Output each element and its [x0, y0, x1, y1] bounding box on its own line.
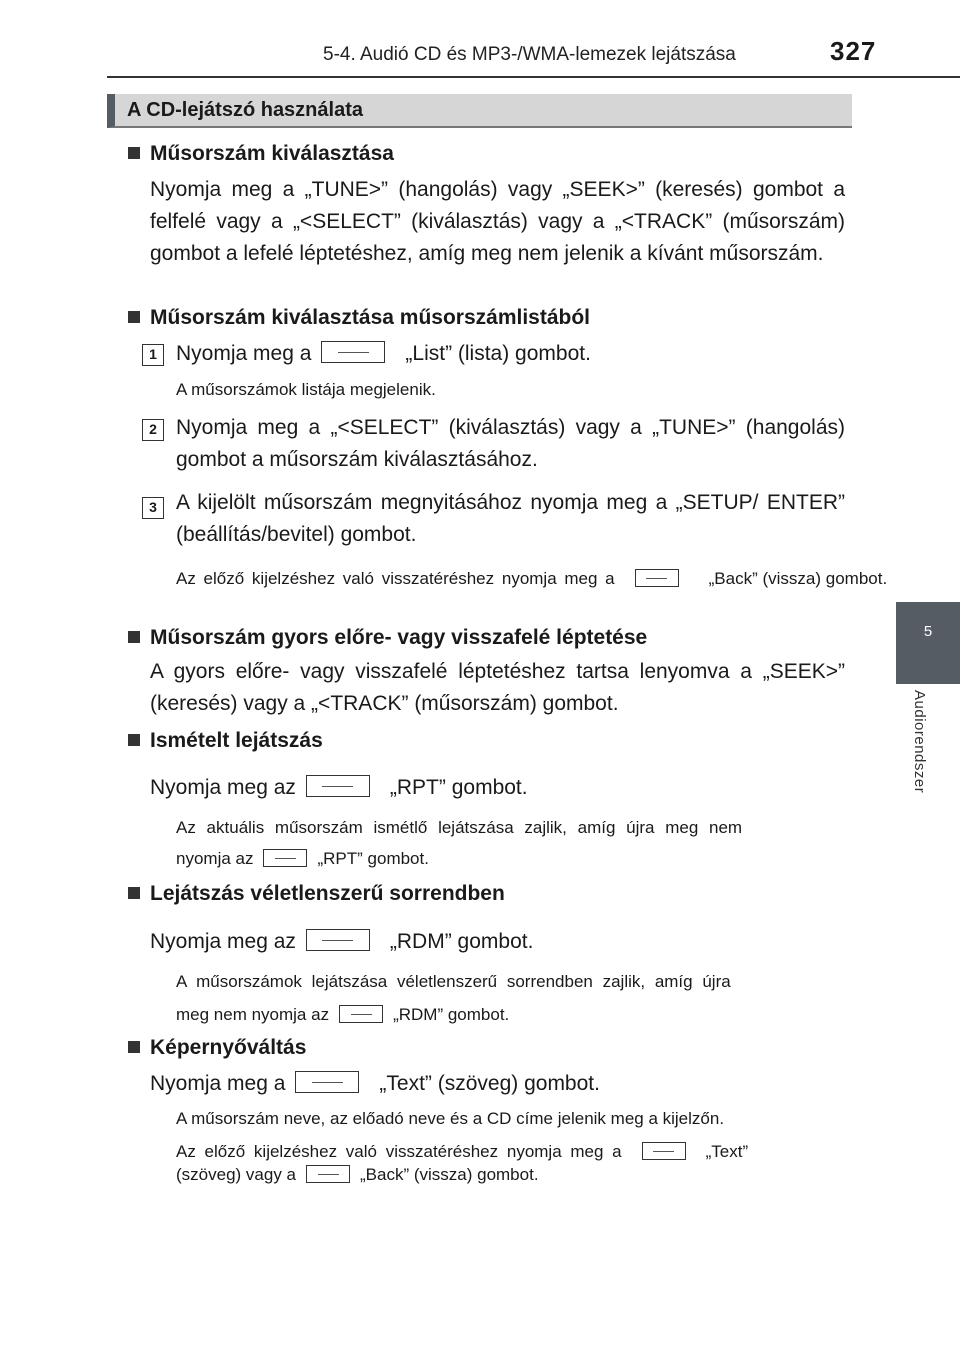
heading-random: Lejátszás véletlenszerű sorrendben [128, 882, 505, 906]
bullet-icon [128, 311, 140, 323]
step-3-note-line1: Az előző kijelzéshez való visszatéréshez nyomja meg a „Back” (vissza) gombot. [176, 569, 888, 588]
rpt-button-icon-small [263, 849, 307, 867]
bullet-icon [128, 631, 140, 643]
back-button-icon [635, 569, 679, 587]
screen-switch-note2-line2: (szöveg) vagy a „Back” (vissza) gombot. [176, 1165, 539, 1184]
text-button-icon [295, 1071, 359, 1093]
heading-track-select: Műsorszám kiválasztása [128, 142, 394, 166]
rpt-button-icon [306, 775, 370, 797]
heading-repeat: Ismételt lejátszás [128, 729, 323, 753]
back-button-icon-small [306, 1165, 350, 1183]
step-3-text: A kijelölt műsorszám megnyitásához nyomja meg a „SETUP/ ENTER” (beállítás/bevitel) gombot. [176, 491, 845, 546]
step-number-2: 2 [142, 419, 164, 441]
step-number-1: 1 [142, 344, 164, 366]
header-section-title: 5-4. Audió CD és MP3-/WMA-lemezek lejátszása [323, 44, 736, 65]
random-note-line2: meg nem nyomja az „RDM” gombot. [176, 1005, 510, 1024]
step-number-3: 3 [142, 497, 164, 519]
header-divider [107, 76, 960, 78]
step-1-text: Nyomja meg a „List” (lista) gombot. [176, 342, 591, 365]
screen-switch-instruction: Nyomja meg a „Text” (szöveg) gombot. [150, 1072, 600, 1095]
rdm-button-icon [306, 929, 370, 951]
heading-screen-switch: Képernyőváltás [128, 1036, 306, 1060]
heading-fast-seek: Műsorszám gyors előre- vagy visszafelé léptetése [128, 626, 647, 650]
random-note-line1: A műsorszámok lejátszása véletlenszerű sorrendben zajlik, amíg újra [176, 972, 731, 991]
rdm-button-icon-small [339, 1005, 383, 1023]
page-number: 327 [830, 36, 877, 66]
bullet-icon [128, 147, 140, 159]
screen-switch-note2-line1: Az előző kijelzéshez való visszatéréshez nyomja meg a „Text” [176, 1142, 749, 1161]
bullet-icon [128, 734, 140, 746]
random-instruction: Nyomja meg az „RDM” gombot. [150, 930, 534, 953]
repeat-note-line1: Az aktuális műsorszám ismétlő lejátszása zajlik, amíg újra meg nem [176, 818, 743, 837]
section-title: A CD-lejátszó használata [107, 94, 852, 128]
repeat-instruction: Nyomja meg az „RPT” gombot. [150, 776, 528, 799]
text-button-icon-small [642, 1142, 686, 1160]
screen-switch-note1: A műsorszám neve, az előadó neve és a CD címe jelenik meg a kijelzőn. [176, 1109, 725, 1128]
list-button-icon [321, 341, 385, 363]
chapter-tab: 5 [896, 602, 960, 684]
heading-track-list: Műsorszám kiválasztása műsorszámlistából [128, 306, 590, 330]
bullet-icon [128, 887, 140, 899]
step-2-text: Nyomja meg a „<SELECT” (kiválasztás) vagy a „TUNE>” (hangolás) gombot a műsorszám kiválasztásához. [176, 416, 845, 471]
chapter-label: Audiorendszer [911, 690, 928, 794]
paragraph-track-select: Nyomja meg a „TUNE>” (hangolás) vagy „SEEK>” (keresés) gombot a felfelé vagy a „<SELECT” (kiválasztás) vagy a „<TRACK” (műsorszám) gombot a lefelé léptetéshez, amíg meg nem jelenik a kívánt műsorszám. [150, 178, 845, 265]
bullet-icon [128, 1041, 140, 1053]
paragraph-fast-seek: A gyors előre- vagy visszafelé léptetéshez tartsa lenyomva a „SEEK>” (keresés) vagy a „<TRACK” (műsorszám) gombot. [150, 660, 845, 715]
repeat-note-line2: nyomja az „RPT” gombot. [176, 849, 429, 868]
step-1-note: A műsorszámok listája megjelenik. [176, 380, 436, 399]
